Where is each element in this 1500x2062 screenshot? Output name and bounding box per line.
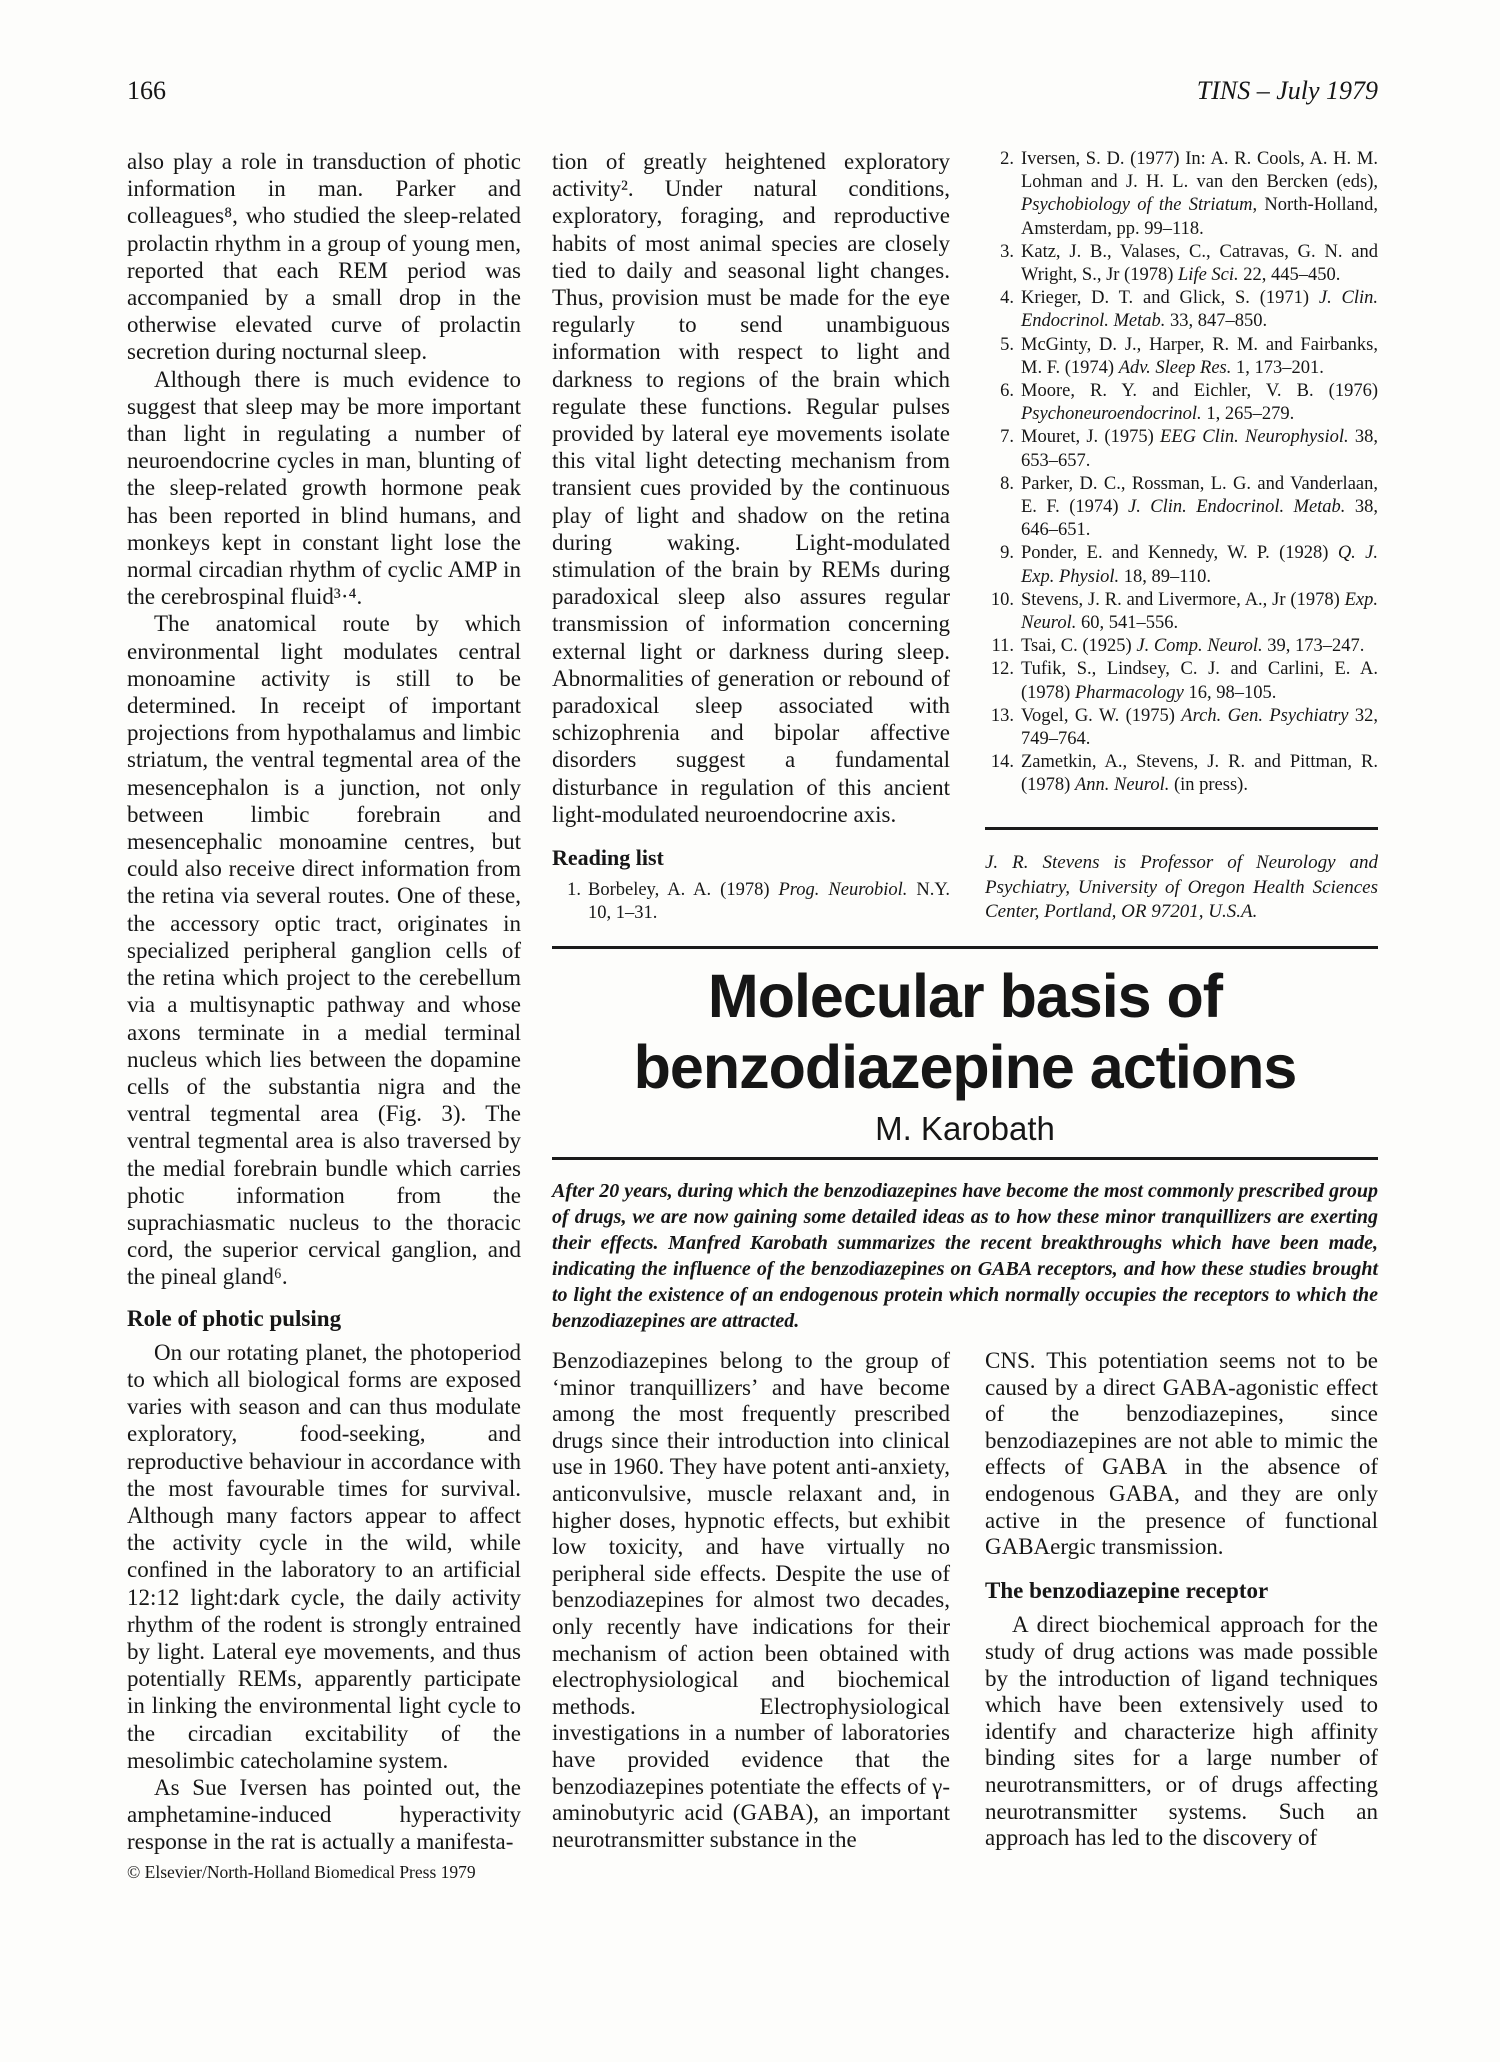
reference-number: 8. xyxy=(1000,473,1014,494)
reference-item xyxy=(985,148,1378,241)
reference-item xyxy=(985,287,1378,333)
paragraph: The anatomical route by which environmental light modulates central monoamine activity is still to be determined. In receipt of important projections from hypothalamus and limbic striatum, the ventral tegmental area of the mesencephalon is a junction, not only between limbic forebrain and mesencephalic monoamine centres, but could also receive direct information from the retina via several routes. One of these, the accessory optic tract, originates in specialized peripheral ganglion cells of the retina which project to the cerebellum via a multisynaptic pathway and whose axons terminate in a medial terminal nucleus which lies between the dopamine cells of the substantia nigra and the ventral tegmental area (Fig. 3). The ventral tegmental area is also traversed by the medial forebrain bundle which carries photic information from the suprachiasmatic nucleus to the thoracic cord, the superior cervical ganglion, and the pineal gland⁶. xyxy=(127,611,521,1290)
reference-text: Parker, D. C., Rossman, L. G. and Vanderlaan, E. F. (1974) J. Clin. Endocrinol. Metab. 38, 646–651. xyxy=(1021,473,1379,541)
reference-item xyxy=(985,380,1378,426)
reference-number: 7. xyxy=(1000,427,1014,448)
copyright-footer: © Elsevier/North-Holland Biomedical Press 1979 xyxy=(127,1862,476,1882)
reference-text: Vogel, G. W. (1975) Arch. Gen. Psychiatry 32, 749–764. xyxy=(1021,705,1378,750)
reference-text: Moore, R. Y. and Eichler, V. B. (1976) Psychoneuroendocrinol. 1, 265–279. xyxy=(1021,381,1378,425)
paragraph: Benzodiazepines belong to the group of ‘minor tranquillizers’ and have become among the most frequently prescribed drugs since their introduction into clinical use in 1960. They have potent anti-anxiety, anticonvulsive, muscle relaxant and, in higher doses, hypnotic effects, but exhibit low toxicity, and have virtually no peripheral side effects. Despite the use of benzodiazepines for almost two decades, only recently have indications for their mechanism of action been obtained with electrophysiological and biochemical methods. Electrophysiological investigations in a number of laboratories have provided evidence that the benzodiazepines potentiate the effects of γ-aminobutyric acid (GABA), an important neurotransmitter substance in the xyxy=(552,1348,950,1852)
reference-number: 13. xyxy=(990,705,1014,726)
reference-number: 12. xyxy=(990,659,1014,680)
paragraph: On our rotating planet, the photoperiod to which all biological forms are exposed varies with season and can thus modulate exploratory, food-seeking, and reproductive behaviour in accordance with the most favourable times for survival. Although many factors appear to affect the activity cycle in the wild, while confined in the laboratory to an artificial 12:12 light:dark cycle, the daily activity rhythm of the rodent is strongly entrained by light. Lateral eye movements, and thus potentially REMs, apparently participate in linking the environmental light cycle to the circadian excitability of the mesolimbic catecholamine system. xyxy=(127,1339,521,1773)
reference-item xyxy=(985,473,1378,543)
reference-item xyxy=(985,241,1378,287)
reference-text: McGinty, D. J., Harper, R. M. and Fairbanks, M. F. (1974) Adv. Sleep Res. 1, 173–201. xyxy=(1021,334,1378,378)
reading-list xyxy=(552,879,950,925)
reference-item xyxy=(985,705,1378,751)
section-heading-benzodiazepine-receptor: The benzodiazepine receptor xyxy=(985,1577,1269,1603)
reference-item xyxy=(985,334,1378,380)
reference-number: 4. xyxy=(1000,288,1014,309)
article2-column-left xyxy=(552,1348,950,1853)
reference-text: Mouret, J. (1975) EEG Clin. Neurophysiol. 38, 653–657. xyxy=(1021,427,1379,471)
reference-number: 10. xyxy=(990,589,1014,610)
reference-number: 14. xyxy=(990,752,1014,773)
reference-text: Stevens, J. R. and Livermore, A., Jr (1978) Exp. Neurol. 60, 541–556. xyxy=(1021,589,1378,634)
horizontal-rule-above-affiliation xyxy=(985,827,1378,830)
reference-item xyxy=(985,589,1378,635)
reference-item xyxy=(985,635,1378,658)
paragraph: As Sue Iversen has pointed out, the amphetamine-induced hyperactivity response in the rat is actually a manifesta- xyxy=(127,1774,521,1855)
reference-number: 1. xyxy=(567,880,581,901)
article2-title xyxy=(552,961,1378,1103)
reference-number: 11. xyxy=(991,636,1014,657)
article2-column-right xyxy=(985,1348,1378,1852)
reference-number: 3. xyxy=(1000,241,1014,262)
reference-text: Ponder, E. and Kennedy, W. P. (1928) Q. J. Exp. Physiol. 18, 89–110. xyxy=(1021,543,1378,587)
reference-number: 9. xyxy=(1000,543,1014,564)
article2-header xyxy=(552,946,1378,1160)
page-number: 166 xyxy=(127,76,166,105)
article2-abstract: After 20 years, during which the benzodiazepines have become the most commonly prescribed group of drugs, we are now gaining some detailed ideas as to how these minor tranquillizers are exerting their effects. Manfred Karobath summarizes the recent breakthroughs which have been made, indicating the influence of the benzodiazepines on GABA receptors, and how these studies brought to light the existence of an endogenous protein which normally occupies the receptors to which the benzodiazepines are attracted. xyxy=(552,1180,1378,1332)
reference-number: 2. xyxy=(1000,149,1014,169)
author-affiliation: J. R. Stevens is Professor of Neurology and Psychiatry, University of Oregon Health Sciences Center, Portland, OR 97201, U.S.A. xyxy=(985,852,1378,923)
article2-author: M. Karobath xyxy=(875,1110,1055,1147)
reference-item xyxy=(985,751,1378,797)
reference-text: Iversen, S. D. (1977) In: A. R. Cools, A. H. M. Lohman and J. H. L. van den Bercken (eds), Psychobiology of the Striatum, North-Holland, Amsterdam, pp. 99–118. xyxy=(1021,149,1378,239)
section-heading-photic-pulsing: Role of photic pulsing xyxy=(127,1305,342,1331)
running-head xyxy=(127,76,1378,106)
reference-text: Tufik, S., Lindsey, C. J. and Carlini, E. A. (1978) Pharmacology 16, 98–105. xyxy=(1021,659,1378,703)
column-left xyxy=(127,148,521,1856)
paragraph: Although there is much evidence to suggest that sleep may be more important than light in regulating a number of neuroendocrine cycles in man, blunting of the sleep-related growth hormone peak has been reported in blind humans, and monkeys kept in constant light lose the normal circadian rhythm of cyclic AMP in the cerebrospinal fluid³·⁴. xyxy=(127,366,521,610)
column-middle xyxy=(552,148,950,926)
reference-number: 5. xyxy=(1000,334,1014,355)
reference-item xyxy=(985,542,1378,588)
paragraph: A direct biochemical approach for the study of drug actions was made possible by the introduction of ligand techniques which have been extensively used to identify and characterize high affinity binding sites for a large number of neurotransmitters, or of drugs affecting neurotransmitter systems. Such an approach has led to the discovery of xyxy=(985,1612,1378,1851)
paragraph: tion of greatly heightened exploratory activity². Under natural conditions, exploratory, foraging, and reproductive habits of most animal species are closely tied to daily and seasonal light changes. Thus, provision must be made for the eye regularly to send unambiguous information with respect to light and darkness to regions of the brain which regulate these functions. Regular pulses provided by lateral eye movements isolate this vital light detecting mechanism from transient cues provided by the continuous play of light and shadow on the retina during waking. Light-modulated stimulation of the brain by REMs during paradoxical sleep also assures regular transmission of information concerning external light or darkness during sleep. Abnormalities of generation or rebound of paradoxical sleep associated with schizophrenia and bipolar affective disorders suggest a fundamental disturbance in regulation of this ancient light-modulated neuroendocrine axis. xyxy=(552,149,950,827)
paragraph: also play a role in transduction of photic information in man. Parker and colleagues⁸, who studied the sleep-related prolactin rhythm in a group of young men, reported that each REM period was accompanied by a small drop in the otherwise elevated curve of prolactin secretion during nocturnal sleep. xyxy=(127,149,521,365)
reference-number: 6. xyxy=(1000,381,1014,402)
reading-list-heading: Reading list xyxy=(552,845,664,871)
article2-title-line2: benzodiazepine actions xyxy=(633,1033,1297,1101)
reference-item xyxy=(985,426,1378,472)
reference-text: Katz, J. B., Valases, C., Catravas, G. N. and Wright, S., Jr (1978) Life Sci. 22, 445–450. xyxy=(1021,241,1378,286)
journal-title-header: TINS – July 1979 xyxy=(1196,76,1378,105)
reference-text: Borbeley, A. A. (1978) Prog. Neurobiol. N.Y. 10, 1–31. xyxy=(588,880,950,924)
paragraph: CNS. This potentiation seems not to be caused by a direct GABA-agonistic effect of the benzodiazepines, since benzodiazepines are not able to mimic the effects of GABA in the absence of endogenous GABA, and they are only active in the presence of functional GABAergic transmission. xyxy=(985,1348,1378,1560)
reference-text: Zametkin, A., Stevens, J. R. and Pittman, R. (1978) Ann. Neurol. (in press). xyxy=(1021,752,1378,796)
reference-text: Tsai, C. (1925) J. Comp. Neurol. 39, 173–247. xyxy=(1021,636,1365,657)
article2-title-line1: Molecular basis of xyxy=(707,962,1223,1030)
column-right-references xyxy=(985,148,1378,798)
reference-item xyxy=(985,658,1378,704)
reference-text: Krieger, D. T. and Glick, S. (1971) J. Clin. Endocrinol. Metab. 33, 847–850. xyxy=(1021,288,1378,332)
reference-item xyxy=(552,879,950,925)
horizontal-rule-below-author xyxy=(552,1157,1378,1160)
